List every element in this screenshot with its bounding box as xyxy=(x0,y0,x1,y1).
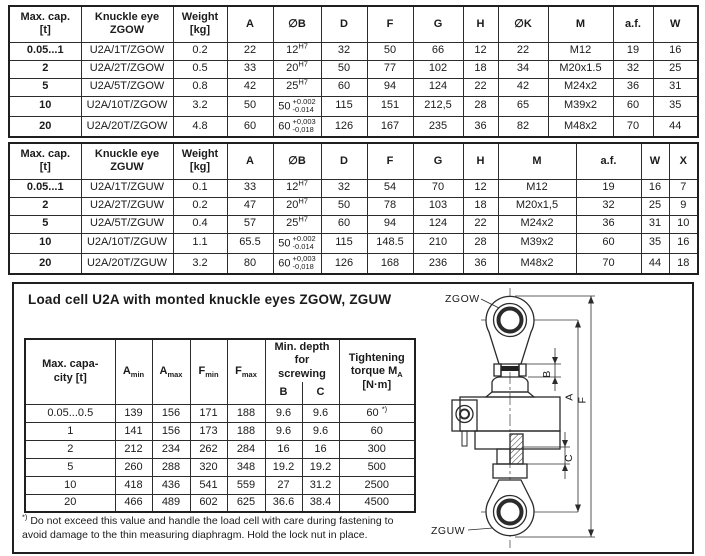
cell: Weight [kg] xyxy=(173,143,227,179)
cell: 1.1 xyxy=(173,233,227,253)
cell: 19 xyxy=(613,42,653,60)
cell: 320 xyxy=(190,458,227,476)
cell: 348 xyxy=(227,458,265,476)
table-row xyxy=(25,440,415,458)
zgow-table-body xyxy=(9,42,698,137)
cell: $F_{max}$ xyxy=(227,339,265,404)
cell: 60 xyxy=(339,422,415,440)
cell: 25 xyxy=(641,197,669,215)
cell: 32 xyxy=(613,60,653,78)
cell: 9.6 xyxy=(265,422,302,440)
cell: 60 xyxy=(227,116,273,137)
cell: 77 xyxy=(367,60,413,78)
cell: 171 xyxy=(190,404,227,422)
cell: 32 xyxy=(576,197,641,215)
cell: U2A/5T/ZGOW xyxy=(81,78,173,96)
cell: 0.05...1 xyxy=(9,179,81,197)
cell: 94 xyxy=(367,78,413,96)
cell: 173 xyxy=(190,422,227,440)
cell: W xyxy=(653,6,698,42)
cell: 33 xyxy=(227,179,273,197)
cell: 50 +0.002 -0.014 xyxy=(273,233,321,253)
cell: 260 xyxy=(115,458,152,476)
cell: 300 xyxy=(339,440,415,458)
cell: 50 +0.002 -0.014 xyxy=(273,96,321,116)
cell: 22 xyxy=(227,42,273,60)
cell: 0.05...1 xyxy=(9,42,81,60)
mount-table xyxy=(24,338,416,513)
cell: M12 xyxy=(498,179,576,197)
cell: $20^{H7}$ xyxy=(273,197,321,215)
cell: 44 xyxy=(641,253,669,274)
cell: 148.5 xyxy=(367,233,413,253)
cell: Knuckle eye ZGUW xyxy=(81,143,173,179)
cell: ∅B xyxy=(273,143,321,179)
cell: $25^{H7}$ xyxy=(273,215,321,233)
cell: $20^{H7}$ xyxy=(273,60,321,78)
cell: Max. capa- city [t] xyxy=(25,339,115,404)
cell: C xyxy=(302,382,339,404)
cell: M xyxy=(548,6,613,42)
cell: 115 xyxy=(321,96,367,116)
cell: $12^{H7}$ xyxy=(273,42,321,60)
load-cell-assembly xyxy=(452,296,560,535)
zguw-label: ZGUW xyxy=(431,525,466,537)
cell: 103 xyxy=(413,197,463,215)
cell: 0.2 xyxy=(173,197,227,215)
cell: D xyxy=(321,6,367,42)
cell: 18 xyxy=(463,60,498,78)
cell: 284 xyxy=(227,440,265,458)
cell: 19.2 xyxy=(265,458,302,476)
cell: 10 xyxy=(9,96,81,116)
cell: 31 xyxy=(641,215,669,233)
cell: F xyxy=(367,6,413,42)
cell: 27 xyxy=(265,476,302,494)
cell: 50 xyxy=(227,96,273,116)
cell: $F_{min}$ xyxy=(190,339,227,404)
cell: 54 xyxy=(367,179,413,197)
cell: 139 xyxy=(115,404,152,422)
table-row xyxy=(9,233,698,253)
cell: 2 xyxy=(25,440,115,458)
cell: 16 xyxy=(669,233,698,253)
cell: M20x1.5 xyxy=(548,60,613,78)
table-row xyxy=(9,197,698,215)
cell: 0.1 xyxy=(173,179,227,197)
header-row xyxy=(9,143,698,179)
cell: 9.6 xyxy=(302,422,339,440)
cell: 625 xyxy=(227,494,265,512)
cell: 2500 xyxy=(339,476,415,494)
cell: 42 xyxy=(498,78,548,96)
table-row xyxy=(9,60,698,78)
dimension-arrows xyxy=(552,296,594,537)
table-row xyxy=(25,422,415,440)
zguw-table-body xyxy=(9,179,698,274)
cell: A xyxy=(227,6,273,42)
cell: 60 +0,003 -0,018 xyxy=(273,253,321,274)
cell: 38.4 xyxy=(302,494,339,512)
cell: W xyxy=(641,143,669,179)
cell: 418 xyxy=(115,476,152,494)
cell: 28 xyxy=(463,96,498,116)
cell: 44 xyxy=(653,116,698,137)
cell: B xyxy=(265,382,302,404)
cell: U2A/1T/ZGOW xyxy=(81,42,173,60)
cell: 262 xyxy=(190,440,227,458)
dim-label-f: F xyxy=(576,396,589,404)
cell: 236 xyxy=(413,253,463,274)
cell: 3.2 xyxy=(173,96,227,116)
table-row xyxy=(9,215,698,233)
threaded-stud-section xyxy=(510,434,523,464)
cell: A xyxy=(227,143,273,179)
cell: 36 xyxy=(576,215,641,233)
cell: 16 xyxy=(653,42,698,60)
cell: Max. cap. [t] xyxy=(9,143,81,179)
cell: 156 xyxy=(152,404,190,422)
cell: 0.5 xyxy=(173,60,227,78)
cell: 4500 xyxy=(339,494,415,512)
table-row xyxy=(9,42,698,60)
cell: D xyxy=(321,143,367,179)
cell: U2A/20T/ZGUW xyxy=(81,253,173,274)
cell: 19 xyxy=(576,179,641,197)
cell: 102 xyxy=(413,60,463,78)
table-row xyxy=(9,116,698,137)
cell: 12 xyxy=(463,42,498,60)
cell: 2 xyxy=(9,60,81,78)
dim-label-b: B xyxy=(541,370,553,378)
cell: M48x2 xyxy=(498,253,576,274)
cell: 115 xyxy=(321,233,367,253)
cell: 94 xyxy=(367,215,413,233)
cell: 124 xyxy=(413,78,463,96)
cell: 36 xyxy=(613,78,653,96)
cell: 235 xyxy=(413,116,463,137)
cell: M12 xyxy=(548,42,613,60)
cell: 288 xyxy=(152,458,190,476)
footnote: *) Do not exceed this value and handle the load cell with care during fastening to avoid damage to the thin measuring diaphragm. Hold the lock nut in place. xyxy=(22,512,394,542)
dim-label-a: A xyxy=(563,393,576,401)
cell: H xyxy=(463,143,498,179)
cell: 20 xyxy=(9,116,81,137)
cell: 47 xyxy=(227,197,273,215)
cell: 18 xyxy=(463,197,498,215)
cell: 0.05...0.5 xyxy=(25,404,115,422)
cell: 60 +0,003 -0,018 xyxy=(273,116,321,137)
cell: 32 xyxy=(321,179,367,197)
cell: 3.2 xyxy=(173,253,227,274)
cell: 22 xyxy=(498,42,548,60)
cell: 234 xyxy=(152,440,190,458)
cell: U2A/5T/ZGUW xyxy=(81,215,173,233)
cell: 188 xyxy=(227,404,265,422)
cell: G xyxy=(413,6,463,42)
table-row xyxy=(9,78,698,96)
cell: F xyxy=(367,143,413,179)
zgow-label: ZGOW xyxy=(445,293,480,305)
cell: 33 xyxy=(227,60,273,78)
cell: 500 xyxy=(339,458,415,476)
cell: $A_{max}$ xyxy=(152,339,190,404)
cell: 0.2 xyxy=(173,42,227,60)
cell: 436 xyxy=(152,476,190,494)
cell: 35 xyxy=(641,233,669,253)
cell: G xyxy=(413,143,463,179)
cell: 9.6 xyxy=(265,404,302,422)
cell: 60 xyxy=(321,215,367,233)
cell: 60 xyxy=(576,233,641,253)
cell: 167 xyxy=(367,116,413,137)
cell: H xyxy=(463,6,498,42)
zgow-table xyxy=(8,5,699,138)
cell: Min. depth for screwing xyxy=(265,339,339,382)
cell: U2A/10T/ZGUW xyxy=(81,233,173,253)
cell: 70 xyxy=(613,116,653,137)
cell: 489 xyxy=(152,494,190,512)
cell: 212,5 xyxy=(413,96,463,116)
cell: 20 xyxy=(9,253,81,274)
cell: 4.8 xyxy=(173,116,227,137)
table-row xyxy=(9,253,698,274)
cell: 50 xyxy=(321,197,367,215)
cell: 66 xyxy=(413,42,463,60)
zguw-table xyxy=(8,142,699,275)
cell: 50 xyxy=(321,60,367,78)
cell: 541 xyxy=(190,476,227,494)
cell: M24x2 xyxy=(548,78,613,96)
technical-drawing xyxy=(425,284,635,552)
cell: 126 xyxy=(321,116,367,137)
cell: U2A/10T/ZGOW xyxy=(81,96,173,116)
cell: 18 xyxy=(669,253,698,274)
cell: 602 xyxy=(190,494,227,512)
cell: 78 xyxy=(367,197,413,215)
cell: 210 xyxy=(413,233,463,253)
cell: $25^{H7}$ xyxy=(273,78,321,96)
cell: 60 xyxy=(613,96,653,116)
header-row xyxy=(9,6,698,42)
cell: 212 xyxy=(115,440,152,458)
table-row xyxy=(9,179,698,197)
cell: Max. cap. [t] xyxy=(9,6,81,42)
cell: 0.8 xyxy=(173,78,227,96)
cell: 19.2 xyxy=(302,458,339,476)
cell: 5 xyxy=(25,458,115,476)
cell: 31 xyxy=(653,78,698,96)
cell: 60 xyxy=(321,78,367,96)
cell: Tightening torque $M_A$ [N·m] xyxy=(339,339,415,404)
bottom-knuckle-eye xyxy=(486,480,534,536)
cell: 82 xyxy=(498,116,548,137)
cell: U2A/1T/ZGUW xyxy=(81,179,173,197)
cell: M20x1,5 xyxy=(498,197,576,215)
cell: 5 xyxy=(9,78,81,96)
cell: 9 xyxy=(669,197,698,215)
cell: 28 xyxy=(463,233,498,253)
mounted-section xyxy=(12,282,694,554)
zgow-table-head xyxy=(9,6,698,42)
cell: 466 xyxy=(115,494,152,512)
cell: 16 xyxy=(265,440,302,458)
cell: $12^{H7}$ xyxy=(273,179,321,197)
cell: 16 xyxy=(302,440,339,458)
cell: a.f. xyxy=(576,143,641,179)
cell: M24x2 xyxy=(498,215,576,233)
cell: M xyxy=(498,143,576,179)
cell: 10 xyxy=(25,476,115,494)
mount-table-head xyxy=(25,339,415,404)
cell: 31.2 xyxy=(302,476,339,494)
cell: 168 xyxy=(367,253,413,274)
cell: 12 xyxy=(463,179,498,197)
cell: 20 xyxy=(25,494,115,512)
cell: 70 xyxy=(576,253,641,274)
header-row xyxy=(25,339,415,382)
table-row xyxy=(25,476,415,494)
cell: 141 xyxy=(115,422,152,440)
section-title: Load cell U2A with monted knuckle eyes ZGOW, ZGUW xyxy=(28,292,392,307)
cell: 65 xyxy=(498,96,548,116)
cell: 7 xyxy=(669,179,698,197)
cell: Knuckle eye ZGOW xyxy=(81,6,173,42)
mount-table-body xyxy=(25,404,415,512)
cell: Weight [kg] xyxy=(173,6,227,42)
cell: 151 xyxy=(367,96,413,116)
cell: X xyxy=(669,143,698,179)
cell: 2 xyxy=(9,197,81,215)
cell: 57 xyxy=(227,215,273,233)
cell: U2A/2T/ZGOW xyxy=(81,60,173,78)
cell: 25 xyxy=(653,60,698,78)
cell: 124 xyxy=(413,215,463,233)
table-row xyxy=(9,96,698,116)
cell: 36.6 xyxy=(265,494,302,512)
cell: M48x2 xyxy=(548,116,613,137)
cell: 16 xyxy=(641,179,669,197)
cell: M39x2 xyxy=(548,96,613,116)
cell: 10 xyxy=(9,233,81,253)
cell: ∅B xyxy=(273,6,321,42)
cell: 156 xyxy=(152,422,190,440)
cell: 32 xyxy=(321,42,367,60)
cell: 22 xyxy=(463,215,498,233)
cell: 5 xyxy=(9,215,81,233)
cell: 36 xyxy=(463,253,498,274)
cell: 188 xyxy=(227,422,265,440)
cell: 50 xyxy=(367,42,413,60)
cell: 0.4 xyxy=(173,215,227,233)
cell: 35 xyxy=(653,96,698,116)
cell: U2A/20T/ZGOW xyxy=(81,116,173,137)
cell: 126 xyxy=(321,253,367,274)
cell: U2A/2T/ZGUW xyxy=(81,197,173,215)
cell: 80 xyxy=(227,253,273,274)
cell: 36 xyxy=(463,116,498,137)
cell: ∅K xyxy=(498,6,548,42)
cell: 10 xyxy=(669,215,698,233)
cell: 1 xyxy=(25,422,115,440)
cell: $A_{min}$ xyxy=(115,339,152,404)
cell: 65.5 xyxy=(227,233,273,253)
table-row xyxy=(25,458,415,476)
cell: 70 xyxy=(413,179,463,197)
cell: a.f. xyxy=(613,6,653,42)
table-row xyxy=(25,404,415,422)
cell: 559 xyxy=(227,476,265,494)
cell: 42 xyxy=(227,78,273,96)
cell: 60 *) xyxy=(339,404,415,422)
cell: 9.6 xyxy=(302,404,339,422)
cell: M39x2 xyxy=(498,233,576,253)
zguw-table-head xyxy=(9,143,698,179)
cell: 34 xyxy=(498,60,548,78)
dim-label-c: C xyxy=(563,453,575,463)
cell: 22 xyxy=(463,78,498,96)
table-row xyxy=(25,494,415,512)
